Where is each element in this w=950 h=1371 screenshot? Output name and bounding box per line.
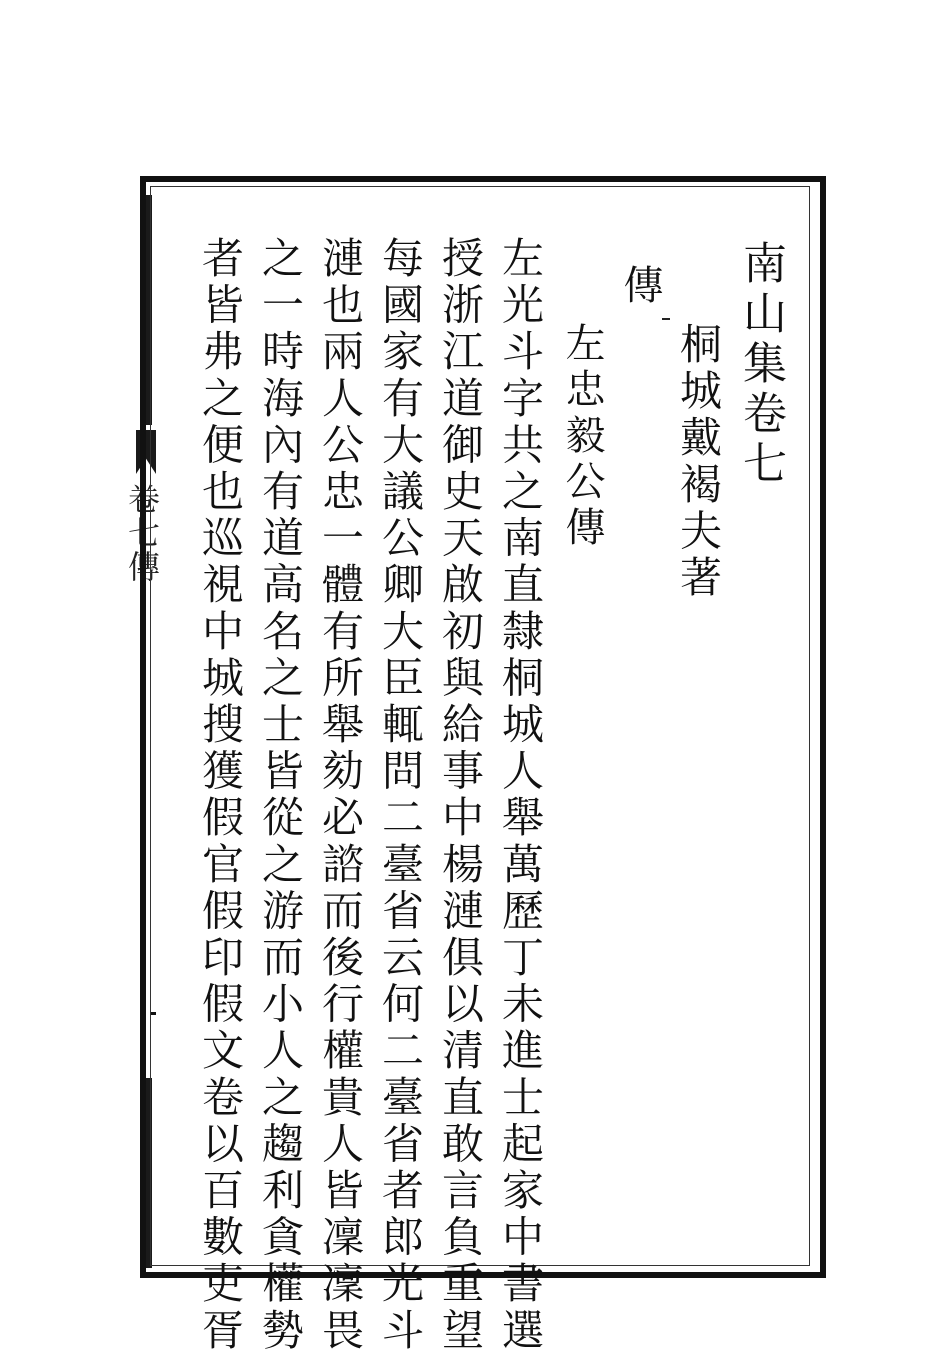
body-column-4: 漣也兩人公忠一體有所舉劾必諮而後行權貴人皆凜凜畏: [316, 236, 365, 1355]
spine-label: 卷七傳: [123, 482, 161, 584]
body-column-1: 左光斗字共之南直隸桐城人舉萬歷丁未進士起家中書選: [496, 236, 545, 1355]
category-label: 傳: [617, 264, 663, 310]
author-dash: [662, 318, 670, 320]
body-column-5: 之一時海內有道高名之士皆從之游而小人之趨利貪權勢: [256, 236, 305, 1355]
article-title: 左忠毅公傳: [559, 322, 605, 552]
body-column-3: 每國家有大議公卿大臣輒問二臺省云何二臺省者郎光斗: [376, 236, 425, 1355]
body-column-6: 者皆弗之便也巡視中城搜獲假官假印假文卷以百數吏胥: [196, 236, 245, 1355]
author-line: 桐城戴褐夫著: [674, 322, 723, 602]
body-column-2: 授浙江道御史天啟初與給事中楊漣俱以清直敢言負重望: [436, 236, 485, 1355]
book-title: 南山集卷七: [735, 240, 786, 490]
